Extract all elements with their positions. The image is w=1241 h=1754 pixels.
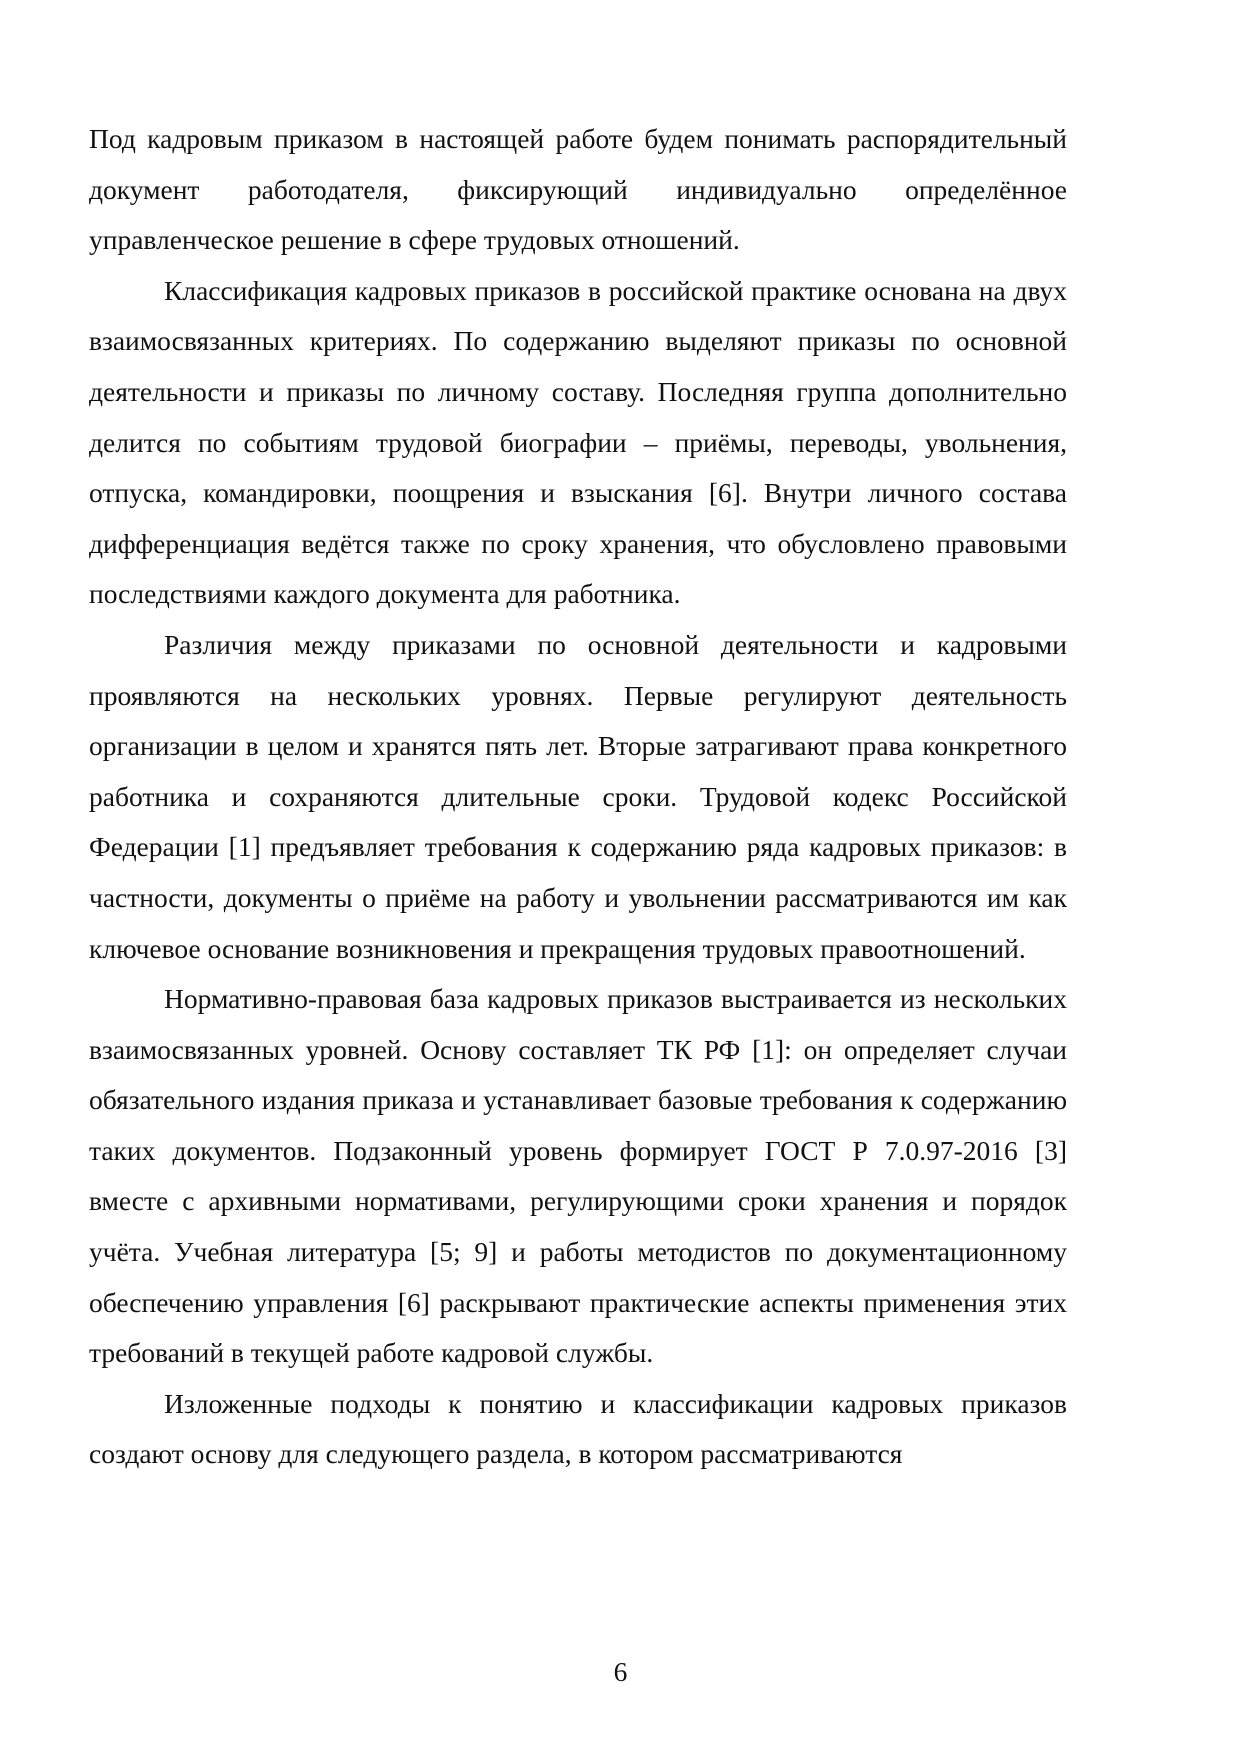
document-body [89,114,1067,1480]
page-number: 6 [613,1656,628,1687]
paragraph-definition: Под кадровым приказом в настоящей работе будем понимать распорядительный документ работодателя, фиксирующий индивидуально определённое управленческое решение в сфере трудовых отношений. [89,123,1067,256]
paragraph-legal-basis: Нормативно-правовая база кадровых приказов выстраивается из нескольких взаимосвязанных уровней. Основу составляет ТК РФ [1]: он определяет случаи обязательного издания приказа и устанавливает базовые требования к содержанию таких документов. Подзаконный уровень формирует ГОСТ Р 7.0.97-2016 [3] вместе с архивными нормативами, регулирующими сроки хранения и порядок учёта. Учебная литература [5; 9] и работы методистов по документационному обеспечению управления [6] раскрывают практические аспекты применения этих требований в текущей работе кадровой службы. [89,983,1067,1369]
paragraph-transition: Изложенные подходы к понятию и классификации кадровых приказов создают основу для следующего раздела, в котором рассматриваются [89,1387,1067,1470]
paragraph-classification: Классификация кадровых приказов в российской практике основана на двух взаимосвязанных критериях. По содержанию выделяют приказы по основной деятельности и приказы по личному составу. Последняя группа дополнительно делится по событиям трудовой биографии – приёмы, переводы, увольнения, отпуска, командировки, поощрения и взыскания [6]. Внутри личного состава дифференциация ведётся также по сроку хранения, что обусловлено правовыми последствиями каждого документа для работника. [89,274,1067,610]
paragraph-differences: Различия между приказами по основной деятельности и кадровыми проявляются на нескольких уровнях. Первые регулируют деятельность организации в целом и хранятся пять лет. Вторые затрагивают права конкретного работника и сохраняются длительные сроки. Трудовой кодекс Российской Федерации [1] предъявляет требования к содержанию ряда кадровых приказов: в частности, документы о приёме на работу и увольнении рассматриваются им как ключевое основание возникновения и прекращения трудовых правоотношений. [89,628,1067,964]
